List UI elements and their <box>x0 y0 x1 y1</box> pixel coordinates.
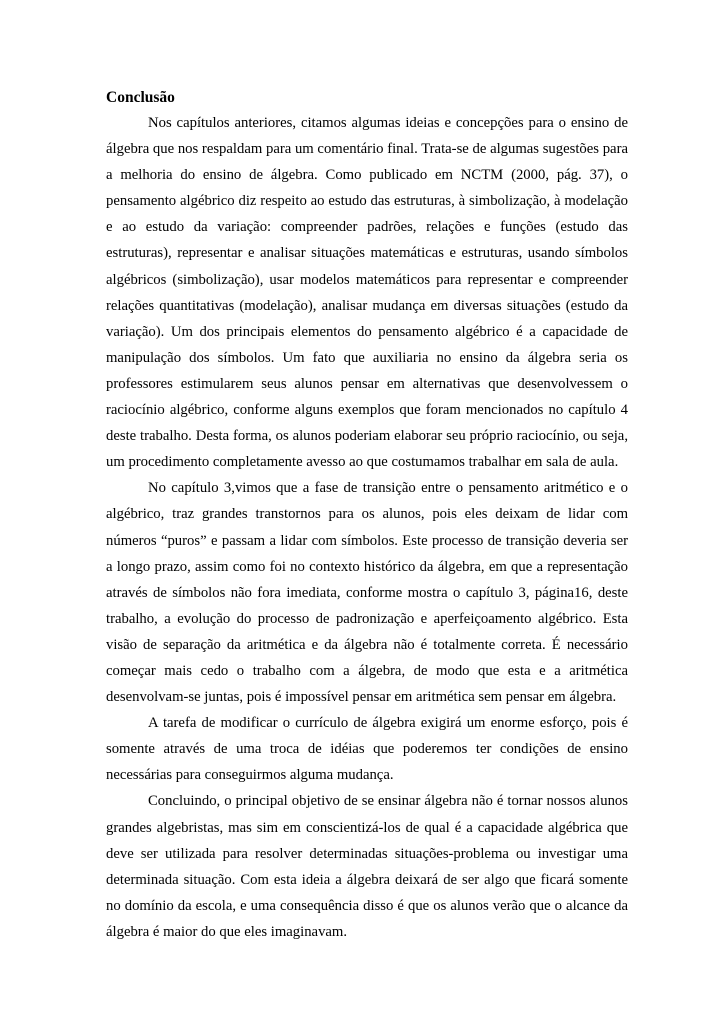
paragraph-3: A tarefa de modificar o currículo de álgebra exigirá um enorme esforço, pois é somente através de uma troca de idéias que poderemos ter condições de ensino necessárias para conseguirmos alguma mudança. <box>106 715 628 784</box>
section-heading: Conclusão <box>106 89 175 106</box>
paragraph-2: No capítulo 3,vimos que a fase de transição entre o pensamento aritmético e o algébrico, traz grandes transtornos para os alunos, pois eles deixam de lidar com números “puros” e passam a lidar com símbolos. Este processo de transição deveria ser a longo prazo, assim como foi no contexto histórico da álgebra, em que a representação através de símbolos não fora imediata, conforme mostra o capítulo 3, página16, deste trabalho, a evolução do processo de padronização e aperfeiçoamento algébrico. Esta visão de separação da aritmética e da álgebra não é totalmente correta. É necessário começar mais cedo o trabalho com a álgebra, de modo que esta e a aritmética desenvolvam-se juntas, pois é impossível pensar em aritmética sem pensar em álgebra. <box>106 480 628 706</box>
document-page <box>106 86 628 945</box>
paragraph-1: Nos capítulos anteriores, citamos algumas ideias e concepções para o ensino de álgebra que nos respaldam para um comentário final. Trata-se de algumas sugestões para a melhoria do ensino de álgebra. Como publicado em NCTM (2000, pág. 37), o pensamento algébrico diz respeito ao estudo das estruturas, à simbolização, à modelação e ao estudo da variação: compreender padrões, relações e funções (estudo das estruturas), representar e analisar situações matemáticas e estruturas, usando símbolos algébricos (simbolização), usar modelos matemáticos para representar e compreender relações quantitativas (modelação), analisar mudança em diversas situações (estudo da variação). Um dos principais elementos do pensamento algébrico é a capacidade de manipulação dos símbolos. Um fato que auxiliaria no ensino da álgebra seria os professores estimularem seus alunos pensar em alternativas que desenvolvessem o raciocínio algébrico, conforme alguns exemplos que foram mencionados no capítulo 4 deste trabalho. Desta forma, os alunos poderiam elaborar seu próprio raciocínio, ou seja, um procedimento completamente avesso ao que costumamos trabalhar em sala de aula. <box>106 115 628 471</box>
paragraph-4: Concluindo, o principal objetivo de se ensinar álgebra não é tornar nossos alunos grandes algebristas, mas sim em conscientizá-los de qual é a capacidade algébrica que deve ser utilizada para resolver determinadas situações-problema ou investigar uma determinada situação. Com esta ideia a álgebra deixará de ser algo que ficará somente no domínio da escola, e uma consequência disso é que os alunos verão que o alcance da álgebra é maior do que eles imaginavam. <box>106 793 628 940</box>
